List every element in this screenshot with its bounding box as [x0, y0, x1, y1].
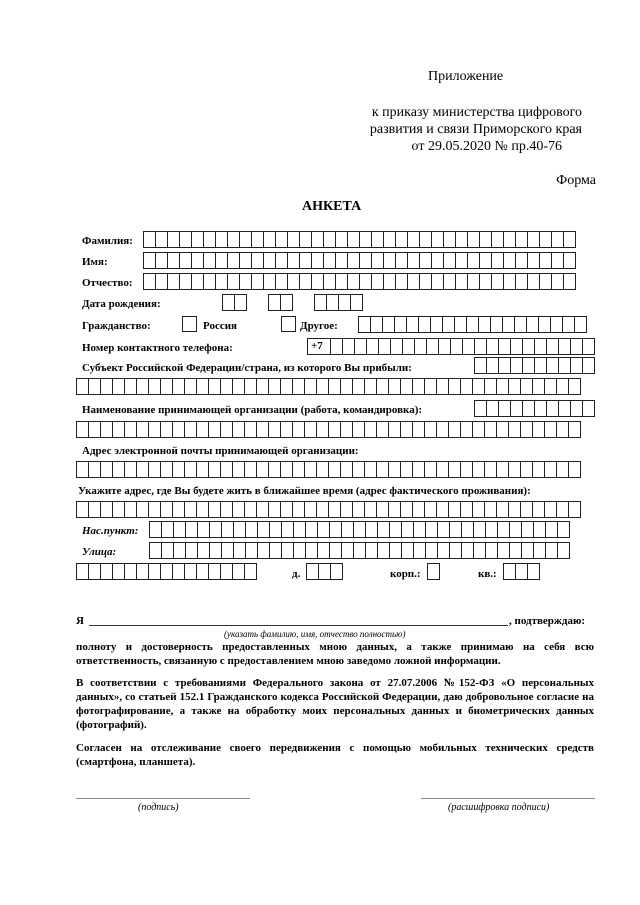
decode-hint: (расшифровка подписи) — [448, 802, 550, 813]
apartment-boxes[interactable] — [503, 563, 540, 579]
locality-boxes[interactable] — [149, 521, 570, 537]
citizenship-label: Гражданство: — [82, 320, 151, 332]
order-line-1: к приказу министерства цифрового — [371, 105, 582, 120]
region-boxes-b[interactable] — [76, 378, 581, 394]
apartment-label: кв.: — [478, 568, 497, 580]
statement-confirm: , подтверждаю: — [509, 615, 586, 627]
birth-year-boxes[interactable] — [314, 294, 363, 310]
address-label: Укажите адрес, где Вы будете жить в ближайшее время (адрес фактического проживания): — [78, 485, 531, 497]
region-label: Субъект Российской Федерации/страна, из которого Вы прибыли: — [82, 362, 412, 374]
street-boxes-b[interactable] — [76, 563, 257, 579]
street-boxes[interactable] — [149, 542, 570, 558]
signature-line[interactable] — [76, 798, 250, 799]
org-boxes-a[interactable] — [474, 400, 595, 416]
form-label: Форма — [556, 173, 596, 188]
surname-label: Фамилия: — [82, 235, 133, 247]
russia-checkbox[interactable] — [182, 316, 197, 332]
birth-day-boxes[interactable] — [222, 294, 247, 310]
name-label: Имя: — [82, 256, 108, 268]
name-boxes[interactable] — [143, 252, 576, 268]
phone-prefix: +7 — [311, 340, 323, 352]
address-boxes[interactable] — [76, 501, 581, 517]
locality-label: Нас.пункт: — [82, 525, 139, 537]
surname-boxes[interactable] — [143, 231, 576, 247]
street-label: Улица: — [82, 546, 117, 558]
order-line-2: развития и связи Приморского края — [369, 122, 582, 137]
patronymic-label: Отчество: — [82, 277, 133, 289]
statement-paragraph-1: полноту и достоверность предоставленных мною данных, а также принимаю на себя всю ответственность, связанную с предоставлением мною заведомо ложной информации. — [76, 641, 594, 667]
statement-paragraph-3: Согласен на отслеживание своего передвижения с помощью мобильных технических средств (смартфона, планшета). — [76, 742, 594, 768]
statement-i: Я — [76, 615, 84, 627]
birth-month-boxes[interactable] — [268, 294, 293, 310]
decode-line[interactable] — [421, 798, 595, 799]
region-boxes-a[interactable] — [474, 357, 595, 373]
russia-label: Россия — [203, 320, 237, 332]
appendix-title: Приложение — [428, 69, 504, 84]
org-label: Наименование принимающей организации (работа, командировка): — [82, 404, 423, 416]
page-title: АНКЕТА — [302, 199, 362, 214]
patronymic-boxes[interactable] — [143, 273, 576, 289]
order-line-3: от 29.05.2020 № пр.40-76 — [411, 139, 562, 154]
phone-label: Номер контактного телефона: — [82, 342, 233, 354]
other-checkbox[interactable] — [281, 316, 296, 332]
email-boxes[interactable] — [76, 461, 581, 477]
other-label: Другое: — [300, 320, 338, 332]
birthdate-label: Дата рождения: — [82, 298, 161, 310]
building-boxes[interactable] — [427, 563, 440, 579]
building-label: корп.: — [390, 568, 421, 580]
org-boxes-b[interactable] — [76, 421, 581, 437]
phone-boxes[interactable] — [307, 338, 595, 354]
other-country-boxes[interactable] — [358, 316, 587, 332]
house-label: д. — [292, 568, 301, 580]
statement-paragraph-2: В соответствии с требованиями Федерального закона от 27.07.2006 №152-ФЗ «О персональных данных», со статьей 152.1 Гражданского кодекса Российской Федерации, даю добровольное согласие на фотографирование, а также на обработку моих персональных данных и биометрических данных (фотографий). — [76, 677, 594, 731]
signature-hint: (подпись) — [138, 802, 179, 813]
fio-hint: (указать фамилию, имя, отчество полностью) — [224, 629, 406, 639]
house-boxes[interactable] — [306, 563, 343, 579]
email-label: Адрес электронной почты принимающей организации: — [82, 445, 359, 457]
fio-line[interactable] — [89, 625, 508, 626]
